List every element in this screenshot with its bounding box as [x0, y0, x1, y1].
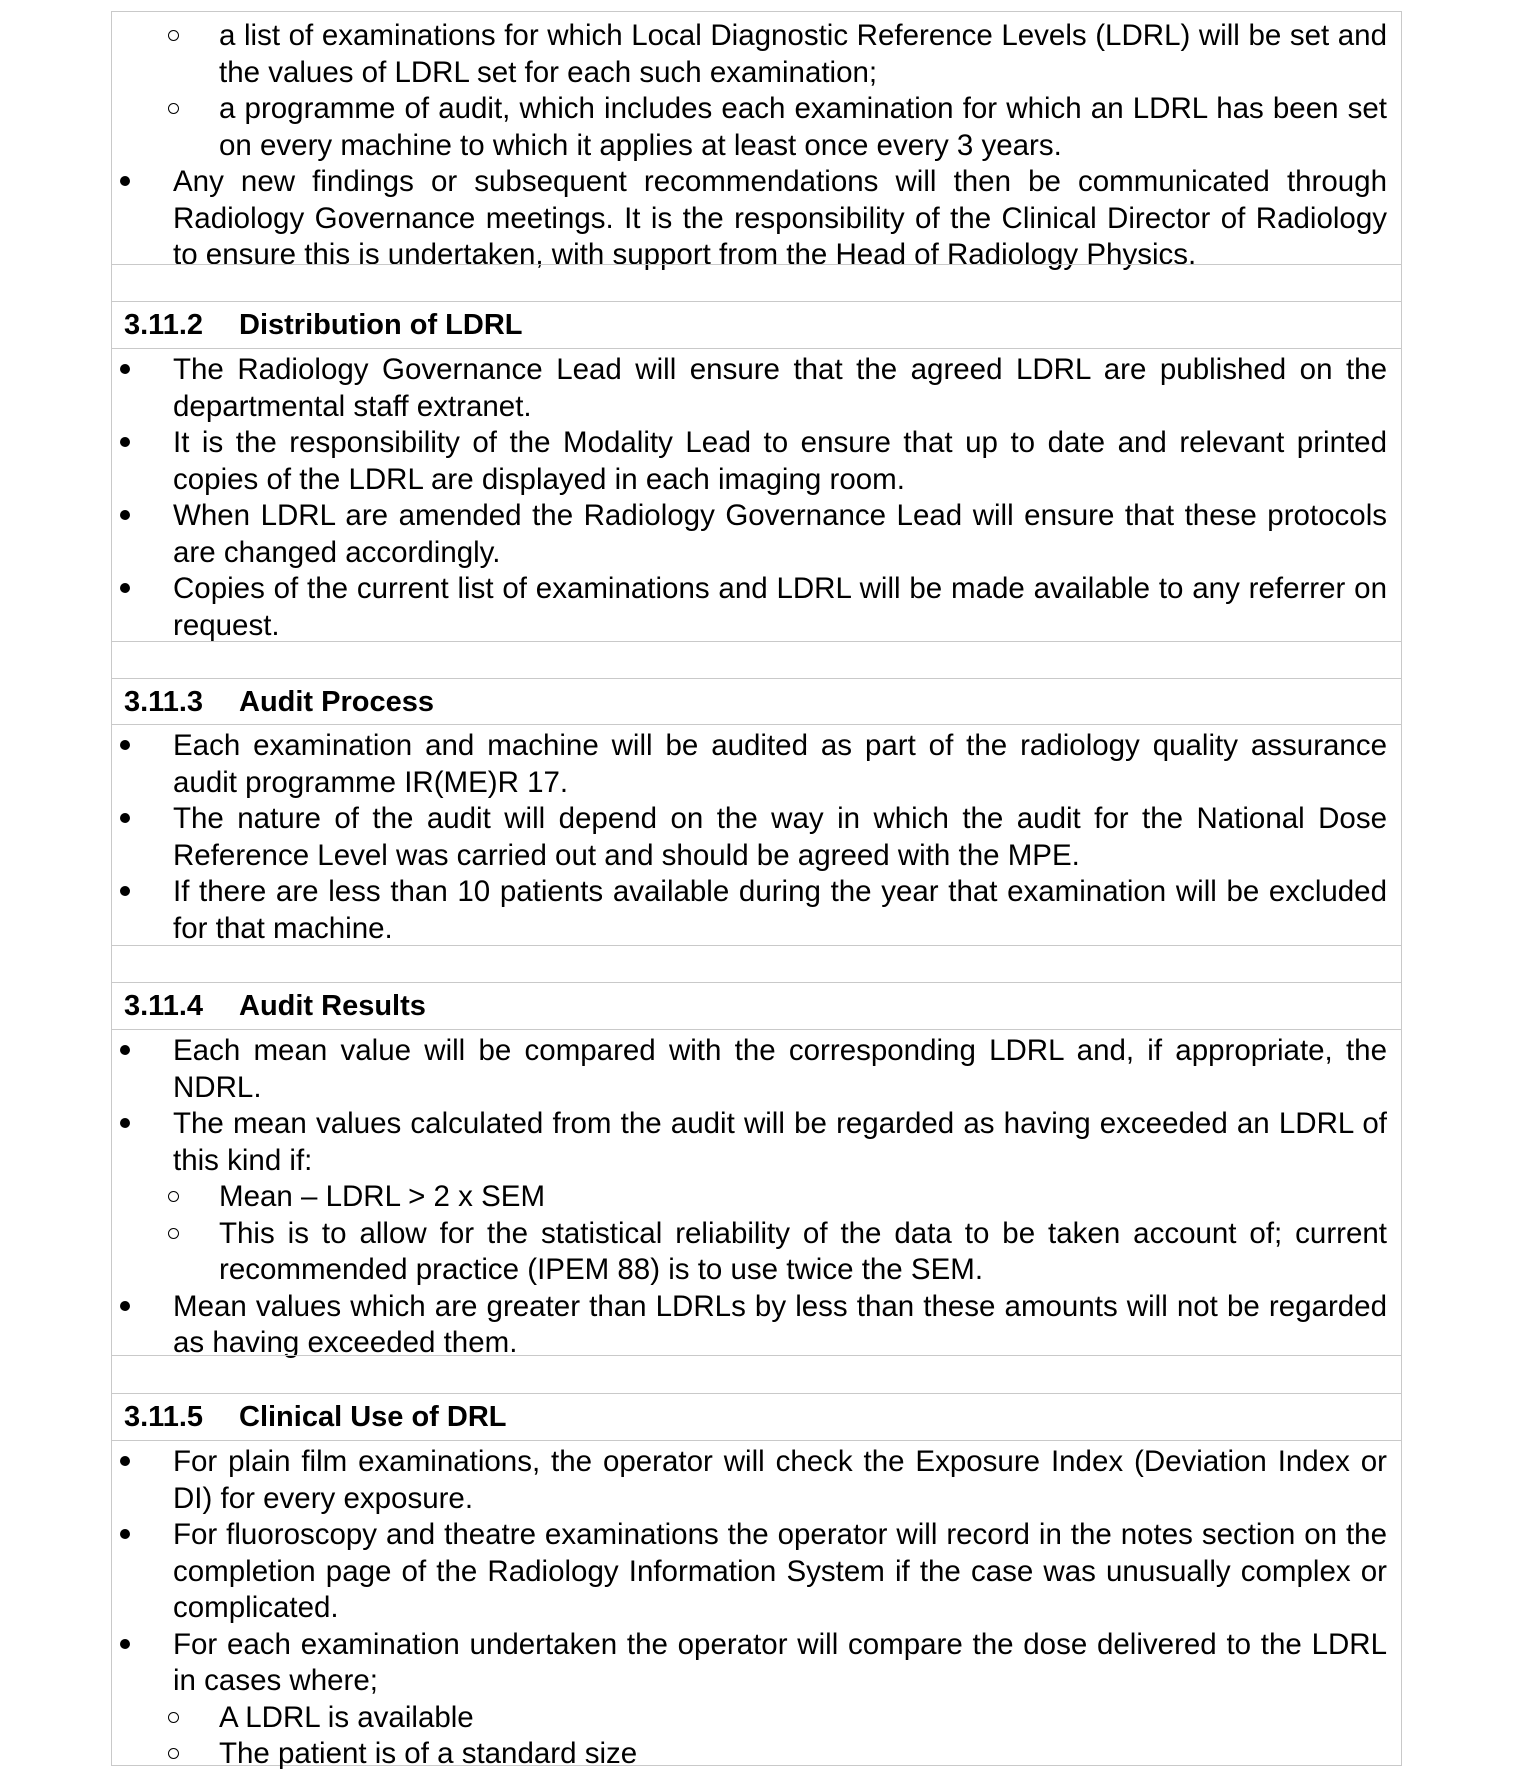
bullet-icon: [120, 1033, 130, 1070]
list-item-text: When LDRL are amended the Radiology Governance Lead will ensure that these protocols are changed accordingly.: [173, 499, 1387, 569]
list-item-text: The patient is of a standard size: [219, 1737, 638, 1770]
list-item-text: For each examination undertaken the operator will compare the dose delivered to the LDRL in cases where;: [173, 1627, 1387, 1697]
bullet-icon: [120, 1106, 130, 1143]
section-heading: [112, 301, 1401, 348]
section-title: Distribution of LDRL: [239, 309, 523, 341]
list-item-text: This is to allow for the statistical reliability of the data to be taken account of; current recommended practice (IPEM 88) is to use twice the SEM.: [219, 1216, 1387, 1286]
section-body-row: [112, 724, 1401, 945]
list-item: [112, 801, 1387, 874]
section-title: Audit Process: [239, 686, 434, 718]
list-item: [112, 425, 1387, 498]
list-item-text: The nature of the audit will depend on the way in which the audit for the National Dose Reference Level was carried out and should be agreed with the MPE.: [173, 802, 1387, 872]
section-number: 3.11.3: [124, 686, 204, 718]
spacer-row: [112, 945, 1401, 982]
section-body-row: [112, 348, 1401, 641]
list-item: [112, 1517, 1387, 1627]
list-item: [112, 571, 1387, 644]
hollow-bullet-icon: [168, 1179, 179, 1216]
list-item: [112, 164, 1387, 274]
bullet-icon: [120, 1289, 130, 1326]
list-item-text: For plain film examinations, the operator will check the Exposure Index (Deviation Index or DI) for every exposure.: [173, 1445, 1387, 1515]
list-item: [112, 1033, 1387, 1106]
spacer-row: [112, 641, 1401, 678]
hollow-bullet-icon: [168, 18, 179, 55]
bullet-icon: [120, 498, 130, 535]
list-item-text: A LDRL is available: [219, 1700, 474, 1734]
list-item-text: Each mean value will be compared with the corresponding LDRL and, if appropriate, the NDRL.: [173, 1034, 1387, 1104]
list-item-text: Any new findings or subsequent recommendations will then be communicated through Radiology Governance meetings. It is the responsibility of the Clinical Director of Radiology to ensure this is undertaken, with support from the Head of Radiology Physics.: [173, 165, 1387, 271]
section-heading: [112, 982, 1401, 1029]
section-number: 3.11.5: [124, 1401, 204, 1433]
bullet-icon: [120, 1444, 130, 1481]
hollow-bullet-icon: [168, 91, 179, 128]
list-item: [112, 1627, 1387, 1700]
list-item-text: If there are less than 10 patients available during the year that examination will be excluded for that machine.: [173, 875, 1387, 945]
hollow-bullet-icon: [168, 1700, 179, 1737]
bullet-icon: [120, 1627, 130, 1664]
spacer-row: [112, 264, 1401, 301]
list-item-text: Mean – LDRL > 2 x SEM: [219, 1180, 546, 1213]
section-body-row: [112, 1029, 1401, 1359]
list-item: [112, 1106, 1387, 1179]
bullet-icon: [120, 425, 130, 462]
list-item-text: The Radiology Governance Lead will ensure that the agreed LDRL are published on the departmental staff extranet.: [173, 353, 1387, 423]
list-item: [112, 498, 1387, 571]
list-item: [112, 1179, 1387, 1216]
list-item: [112, 352, 1387, 425]
list-item: [112, 874, 1387, 947]
list-item-text: a programme of audit, which includes each examination for which an LDRL has been set on every machine to which it applies at least once every 3 years.: [219, 92, 1387, 162]
section-number: 3.11.2: [124, 309, 204, 341]
bullet-icon: [120, 801, 130, 838]
list-item: [112, 1736, 1387, 1773]
section-number: 3.11.4: [124, 990, 204, 1022]
list-item: [112, 91, 1387, 164]
hollow-bullet-icon: [168, 1216, 179, 1253]
list-item-text: For fluoroscopy and theatre examinations the operator will record in the notes section on the completion page of the Radiology Information System if the case was unusually complex or complicated.: [173, 1518, 1387, 1624]
section-heading: [112, 678, 1401, 724]
intro-body-row: [112, 12, 1401, 271]
list-item: [112, 1216, 1387, 1289]
bullet-icon: [120, 164, 130, 201]
spacer-row: [112, 1355, 1401, 1393]
bullet-icon: [120, 571, 130, 608]
section-title: Clinical Use of DRL: [239, 1401, 507, 1433]
list-item-text: Each examination and machine will be audited as part of the radiology quality assurance audit programme IR(ME)R 17.: [173, 729, 1387, 799]
bullet-icon: [120, 728, 130, 765]
list-item: [112, 728, 1387, 801]
document-table: [111, 11, 1402, 1770]
list-item: [112, 1700, 1387, 1737]
bullet-icon: [120, 874, 130, 911]
section-title: Audit Results: [239, 990, 426, 1022]
list-item: [112, 1289, 1387, 1362]
list-item-text: The mean values calculated from the audit will be regarded as having exceeded an LDRL of this kind if:: [173, 1107, 1387, 1177]
bullet-icon: [120, 1517, 130, 1554]
list-item-text: Copies of the current list of examinations and LDRL will be made available to any referrer on request.: [173, 572, 1387, 642]
list-item: [112, 1444, 1387, 1517]
list-item: [112, 18, 1387, 91]
list-item-text: It is the responsibility of the Modality Lead to ensure that up to date and relevant printed copies of the LDRL are displayed in each imaging room.: [173, 426, 1387, 496]
bullet-icon: [120, 352, 130, 389]
section-heading: [112, 1393, 1401, 1440]
section-body-row: [112, 1440, 1401, 1770]
list-item-text: a list of examinations for which Local Diagnostic Reference Levels (LDRL) will be set and the values of LDRL set for each such examination;: [219, 19, 1387, 89]
list-item-text: Mean values which are greater than LDRLs by less than these amounts will not be regarded as having exceeded them.: [173, 1289, 1387, 1359]
hollow-bullet-icon: [168, 1736, 179, 1773]
